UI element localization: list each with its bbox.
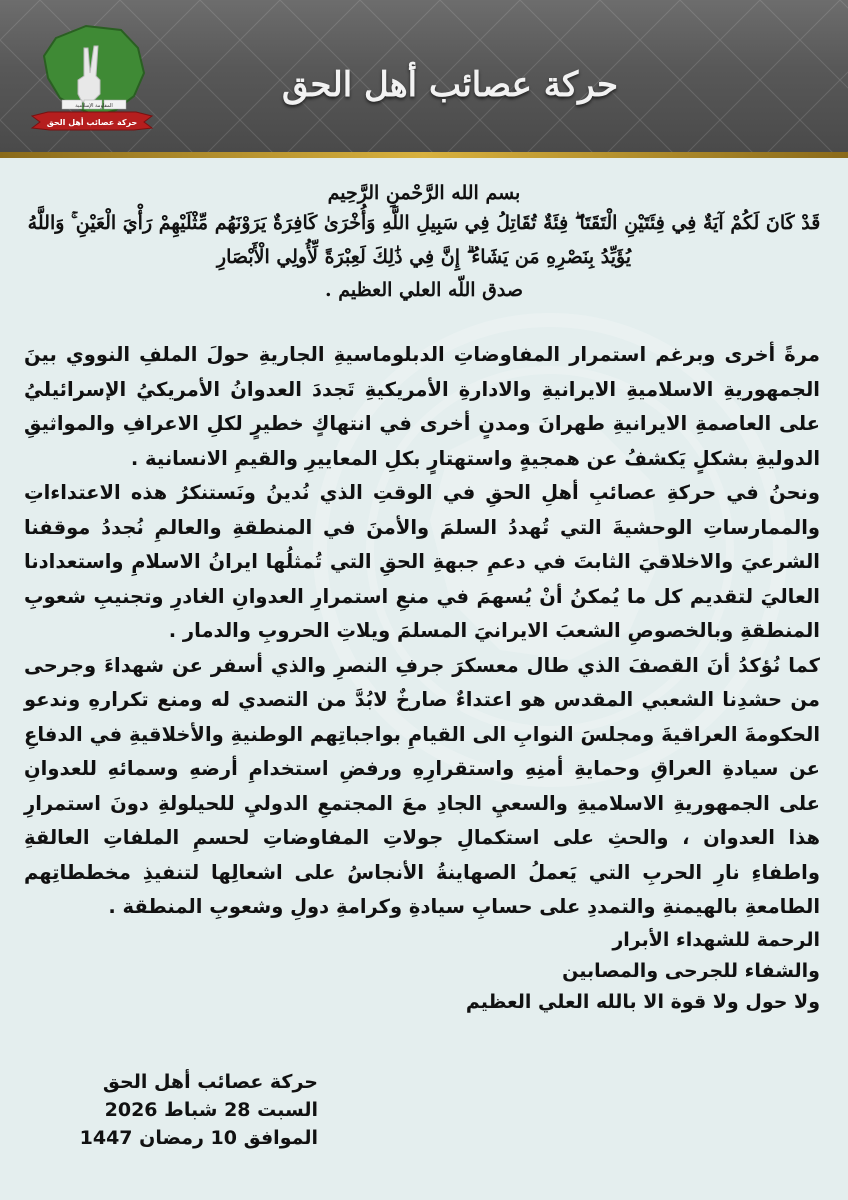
signature-org: حركة عصائب أهل الحق	[102, 1071, 318, 1093]
closing-line-1: الرحمة للشهداء الأبرار	[612, 928, 820, 951]
paragraph-3: كما نُؤكدُ أنَ القصفَ الذي طال معسكرَ جرفِ النصرِ والذي أسفر عن شهداءَ وجرحى من حشدِنا الشعبي المقدس هو اعتداءٌ صارخٌ لابُدَّ من التصدي له ومنع تكرارهِ وندعو الحكومةَ العراقيةَ ومجلسَ النوابِ الى القيامِ بواجباتِهم الوطنيةِ والأخلاقيةِ في الدفاعِ عن سيادةِ العراقِ وحمايةِ أمنِهِ واستقرارِهِ ورفضِ استخدامِ أرضهِ وسمائهِ للعدوانِ على الجمهوريةِ الاسلاميةِ والسعيِ الجادِ معَ المجتمعِ الدوليِ للحيلولةِ دونَ استمرارِ هذا العدوان ، والحثِ على استكمالِ جولاتِ المفاوضاتِ لحسمِ الملفاتِ العالقةِ واطفاءِ نارِ الحربِ التي يَعملُ الصهاينةُ الأنجاسُ على اشعالِها لتنفيذِ مخططاتِهم الطامعةِ بالهيمنةِ والتمددِ على حسابِ سيادةِ وكرامةِ دولِ وشعوبِ المنطقة .	[24, 653, 820, 918]
header-bar	[0, 0, 848, 152]
quran-verse: قَدْ كَانَ لَكُمْ آيَةٌ فِي فِئَتَيْنِ الْتَقَتَا ۖ فِئَةٌ تُقَاتِلُ فِي سَبِيلِ اللَّهِ وَأُخْرَىٰ كَافِرَةٌ يَرَوْنَهُم مِّثْلَيْهِمْ رَأْيَ الْعَيْنِ ۚ وَاللَّهُ يُؤَيِّدُ بِنَصْرِهِ مَن يَشَاءُ ۗ إِنَّ فِي ذَٰلِكَ لَعِبْرَةً لِّأُولِي الْأَبْصَارِ	[27, 212, 821, 268]
signature-block	[80, 1068, 318, 1152]
movement-logo	[26, 18, 158, 136]
movement-name-banner: حركة عصائب أهل الحق	[282, 65, 618, 105]
signature-date-hijri: الموافق 10 رمضان 1447	[79, 1127, 318, 1149]
verse-closing: صدق اللّه العلي العظيم .	[324, 279, 524, 301]
paragraph-1: مرةً أخرى وبرغم استمرار المفاوضاتِ الدبلوماسيةِ الجاريةِ حولَ الملفِ النووي بينَ الجمهوريةِ الاسلاميةِ الايرانيةِ والادارةِ الأمريكيةِ تَجددَ العدوانُ الأمريكيُ الإسرائيليُ على العاصمةِ الايرانيةِ طهرانَ ومدنٍ أخرى في انتهاكٍ خطيرٍ لكلِ الاعرافِ والمواثيقِ الدوليةِ بشكلٍ يَكشفُ عن همجيةٍ واستهتارٍ بكلِ المعاييرِ والقيمِ الانسانية .	[24, 343, 820, 470]
basmala: بسم الله الرَّحْمنِ الرَّحِيم	[327, 182, 521, 204]
paragraph-2: ونحنُ في حركةِ عصائبِ أهلِ الحقِ في الوقتِ الذي نُدينُ ونَستنكرُ هذه الاعتداءاتِ والممارساتِ الوحشيةَ التي تُهددُ السلمَ والأمنَ في المنطقةِ والعالمِ نُجددُ موقفنا الشرعيَ والاخلاقيَ الثابتَ في دعمِ جبهةِ الحقِ التي تُمثلُها ايرانُ الاسلامِ واستعدادنا العاليَ لتقديم كل ما يُمكنُ أنْ يُسهمَ في منعِ استمرارِ العدوانِ الغادرِ وتجنيبِ شعوبِ المنطقةِ وبالخصوصِ الشعبَ الايرانيَ المسلمَ ويلاتِ الحروبِ والدمار .	[24, 481, 820, 642]
signature-date-gregorian: السبت 28 شباط 2026	[104, 1099, 318, 1121]
logo-ribbon-text: حركة عصائب أهل الحق	[46, 118, 138, 127]
closing-line-3: ولا حول ولا قوة الا بالله العلي العظيم	[465, 990, 820, 1013]
logo-caption: المقاومة الإسلامية	[75, 103, 113, 109]
closing-line-2: والشفاء للجرحى والمصابين	[562, 959, 820, 982]
statement-body	[0, 158, 848, 1200]
